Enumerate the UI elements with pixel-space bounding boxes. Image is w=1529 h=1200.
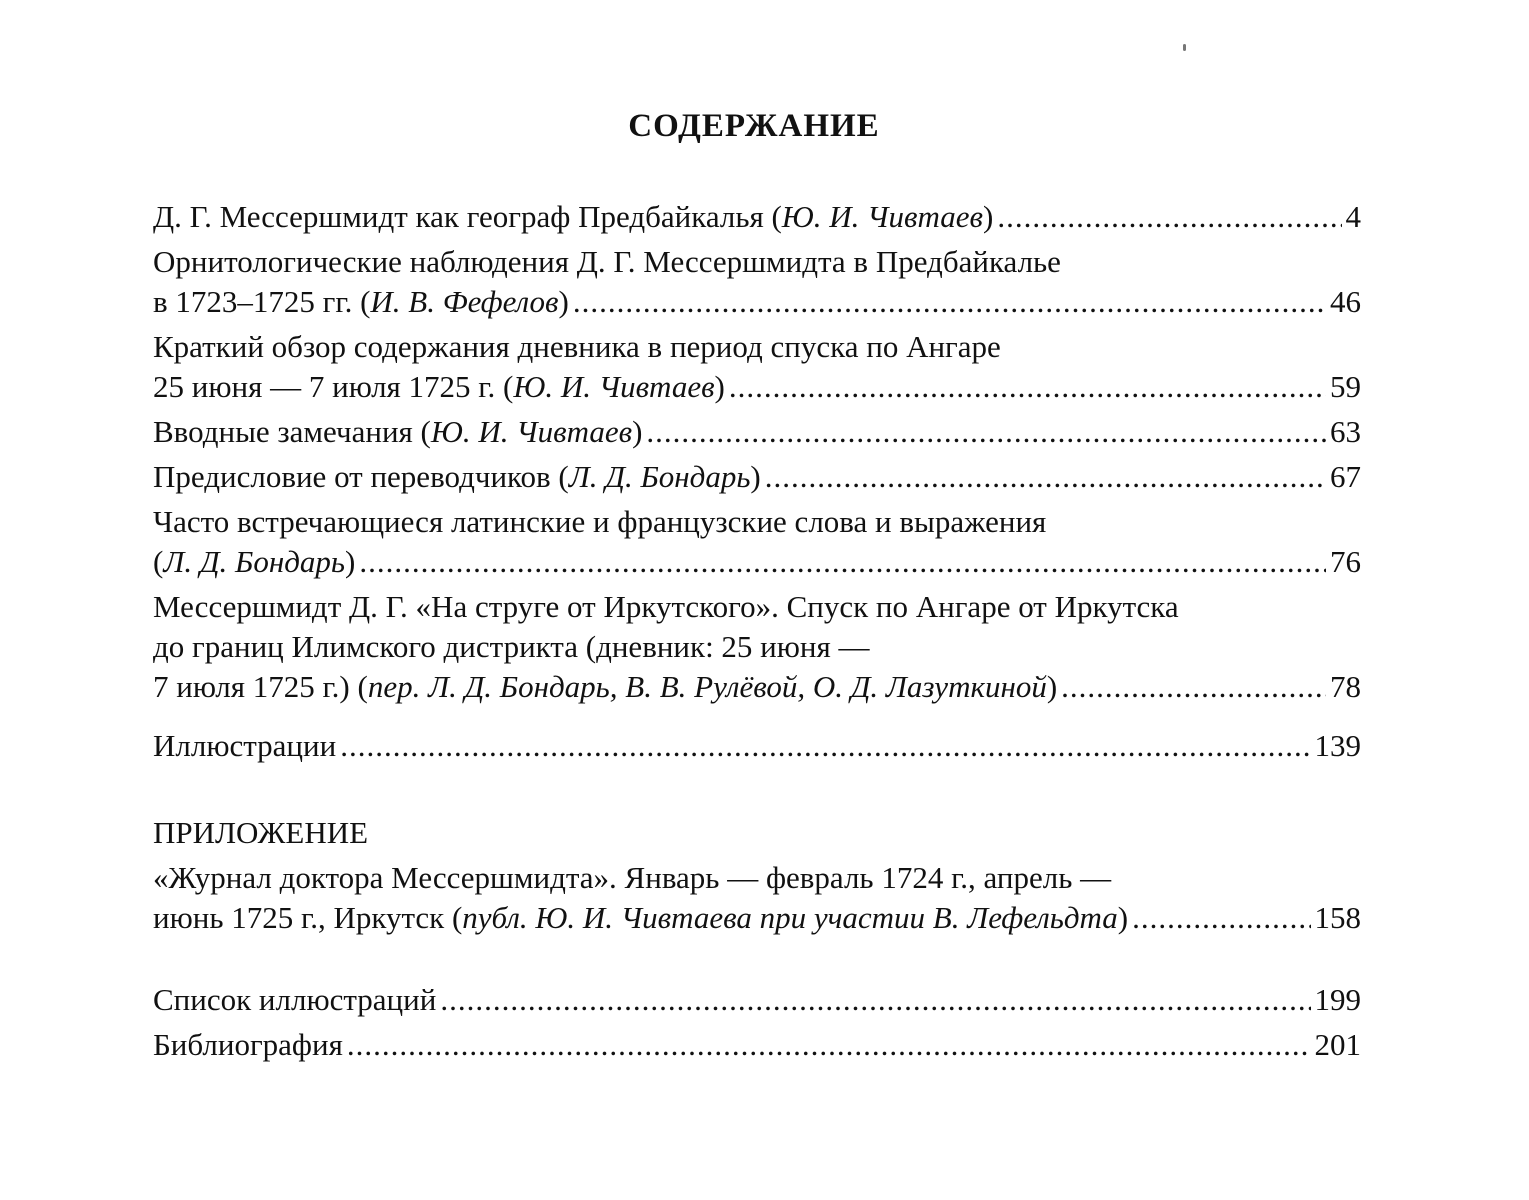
toc-entry-text: Список иллюстраций (153, 982, 437, 1017)
toc-entry-line: до границ Илимского дистрикта (дневник: 25 июня — (153, 629, 870, 664)
dot-leader (340, 726, 1310, 766)
toc-entry[interactable] (153, 412, 1361, 452)
toc-entry-author: публ. Ю. И. Чивтаева при участии В. Лефельдта (462, 900, 1118, 935)
toc-page-number: 201 (1314, 1027, 1361, 1062)
toc-entry-author: Л. Д. Бондарь (163, 544, 345, 579)
toc-page-number: 4 (1345, 199, 1361, 234)
toc-entry-close: ) (632, 414, 643, 449)
toc-page-number: 59 (1330, 369, 1361, 404)
toc-entry[interactable] (153, 197, 1361, 237)
toc-entry-list-of-illustrations[interactable] (153, 980, 1361, 1020)
dot-leader (729, 367, 1326, 407)
toc-entry-close: ) (982, 199, 994, 234)
toc-main (153, 197, 1361, 707)
toc-entry-line: «Журнал доктора Мессершмидта». Январь — февраль 1724 г., апрель — (153, 860, 1112, 895)
toc-page-number: 76 (1330, 544, 1361, 579)
toc-page-number: 67 (1330, 459, 1361, 494)
toc-entry-appendix[interactable] (153, 858, 1361, 938)
toc-entry[interactable] (153, 327, 1361, 407)
dot-leader (997, 197, 1341, 237)
toc-entry-author: И. В. Фефелов (370, 284, 559, 319)
toc-illustrations (153, 726, 1361, 766)
toc-appendix (153, 813, 1361, 938)
toc-entry-line: Часто встречающиеся латинские и французские слова и выражения (153, 504, 1047, 539)
toc-entry-line: Краткий обзор содержания дневника в период спуска по Ангаре (153, 329, 1001, 364)
toc-entry-close: ) (345, 544, 356, 579)
toc-entry[interactable] (153, 587, 1361, 707)
toc-entry-author: Ю. И. Чивтаев (781, 199, 983, 234)
toc-entry-text: июнь 1725 г., Иркутск ( (153, 900, 463, 935)
toc-entry-author: Ю. И. Чивтаев (513, 369, 715, 404)
toc-entry[interactable] (153, 502, 1361, 582)
appendix-heading: ПРИЛОЖЕНИЕ (153, 815, 369, 850)
toc-page-number: 63 (1330, 414, 1361, 449)
toc-entry[interactable] (153, 242, 1361, 322)
toc-entry[interactable] (153, 457, 1361, 497)
toc-entry-text: в 1723–1725 гг. ( (153, 284, 371, 319)
toc-entry-text: Библиография (153, 1027, 343, 1062)
toc-entry-text: Предисловие от переводчиков ( (153, 459, 569, 494)
toc-back-matter (153, 980, 1361, 1065)
dot-leader (359, 542, 1326, 582)
toc-page-number: 199 (1314, 982, 1361, 1017)
toc-entry-line: Мессершмидт Д. Г. «На струге от Иркутского». Спуск по Ангаре от Иркутска (153, 589, 1179, 624)
dot-leader (1061, 667, 1326, 707)
toc-entry-text: ( (153, 544, 164, 579)
toc-page-number: 78 (1330, 669, 1361, 704)
toc-entry-close: ) (750, 459, 761, 494)
toc-entry-text: 25 июня — 7 июля 1725 г. ( (153, 369, 514, 404)
dot-leader (573, 282, 1326, 322)
toc-page-number: 46 (1330, 284, 1361, 319)
dot-leader (765, 457, 1326, 497)
toc-entry-close: ) (558, 284, 569, 319)
toc-entry-text: Вводные замечания ( (153, 414, 431, 449)
toc-entry-text: 7 июля 1725 г.) ( (153, 669, 368, 704)
toc-entry-author: Л. Д. Бондарь (568, 459, 751, 494)
toc-entry-close: ) (714, 369, 725, 404)
toc-entry-text: Иллюстрации (153, 728, 337, 763)
toc-entry-close: ) (1046, 669, 1058, 704)
toc-entry-close: ) (1117, 900, 1129, 935)
dot-leader (1132, 898, 1310, 938)
toc-page-number: 158 (1314, 900, 1361, 935)
toc-page-number: 139 (1314, 728, 1361, 763)
dot-leader (347, 1025, 1311, 1065)
page-title: СОДЕРЖАНИЕ (628, 108, 880, 144)
scan-speck (1183, 44, 1186, 51)
dot-leader (646, 412, 1326, 452)
toc-entry-illustrations[interactable] (153, 726, 1361, 766)
toc-entry-author: Ю. И. Чивтаев (430, 414, 633, 449)
toc-entry-author: пер. Л. Д. Бондарь, В. В. Рулёвой, О. Д. Лазуткиной (367, 669, 1047, 704)
toc-entry-text: Д. Г. Мессершмидт как географ Предбайкалья ( (153, 199, 782, 234)
toc-entry-line: Орнитологические наблюдения Д. Г. Мессершмидта в Предбайкалье (153, 244, 1061, 279)
toc-entry-bibliography[interactable] (153, 1025, 1361, 1065)
dot-leader (440, 980, 1310, 1020)
